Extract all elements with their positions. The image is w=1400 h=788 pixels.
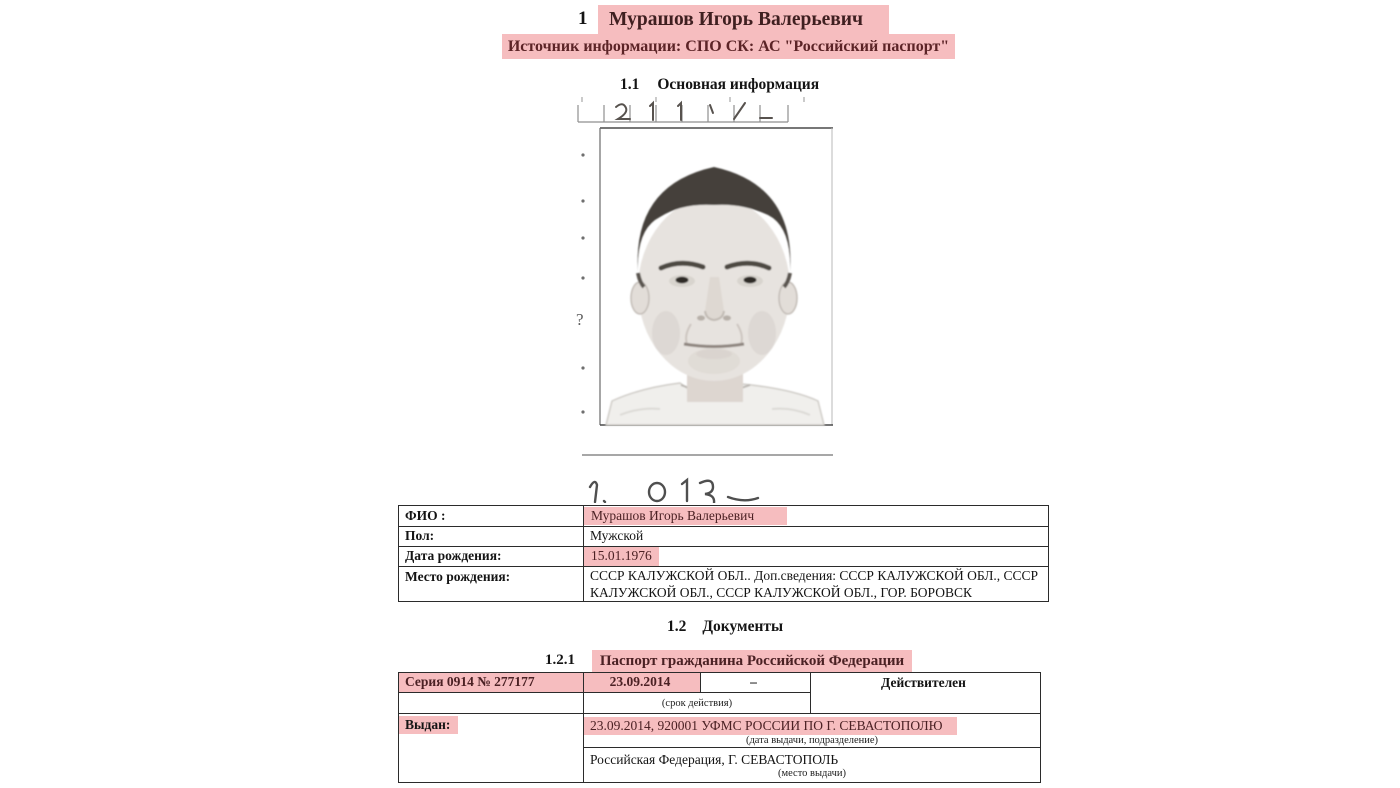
highlighted-value: 15.01.1976 [584, 547, 659, 565]
section-title: Основная информация [657, 76, 820, 93]
table-row [399, 506, 1049, 527]
table-row [399, 567, 1049, 602]
validity-dash: – [701, 673, 811, 693]
highlighted-value: Мурашов Игорь Валерьевич [584, 507, 787, 525]
issued-value-cell [584, 714, 1041, 748]
table-row [399, 673, 1041, 693]
passport-photo-scan [560, 97, 836, 503]
person-name-heading: Мурашов Игорь Валерьевич [598, 5, 889, 34]
issued-value: 23.09.2014, 920001 УФМС РОССИИ ПО Г. СЕВАСТОПОЛЮ [584, 717, 957, 735]
validity-caption-cell [584, 693, 811, 714]
issued-label: Выдан: [399, 716, 458, 734]
issue-place-caption: (место выдачи) [777, 768, 847, 780]
section-number: 1.2 [667, 618, 687, 635]
field-value: Мужской [584, 527, 1049, 547]
margin-question-mark: ? [576, 310, 584, 329]
field-label: Пол: [399, 527, 584, 547]
subsection-number: 1.2.1 [545, 652, 575, 668]
passport-table [398, 672, 1041, 783]
issue-place: Российская Федерация, Г. СЕВАСТОПОЛЬ [590, 752, 839, 767]
section-documents-heading [667, 618, 783, 636]
issued-caption: (дата выдачи, подразделение) [745, 735, 879, 747]
passport-series: Серия 0914 № 277177 [399, 673, 584, 693]
field-value: СССР КАЛУЖСКОЙ ОБЛ.. Доп.сведения: СССР КАЛУЖСКОЙ ОБЛ., СССР КАЛУЖСКОЙ ОБЛ., СССР КАЛУЖСКОЙ ОБЛ., ГОР. БОРОВСК [584, 567, 1049, 602]
field-value [584, 547, 1049, 567]
field-value [584, 506, 1049, 527]
margin-marks [576, 153, 585, 413]
field-label: Дата рождения: [399, 547, 584, 567]
table-row [399, 547, 1049, 567]
table-row [399, 714, 1041, 748]
subsection-passport-title: Паспорт гражданина Российской Федерации [592, 650, 912, 672]
field-label: Место рождения: [399, 567, 584, 602]
section-number: 1.1 [620, 76, 640, 93]
portrait [606, 167, 824, 425]
issued-label-cell [399, 714, 584, 783]
issue-place-cell [584, 748, 1041, 783]
issue-date: 23.09.2014 [584, 673, 701, 693]
section-title: Документы [702, 618, 784, 635]
handwriting [590, 480, 758, 503]
section-basic-info-heading [620, 76, 819, 94]
empty-cell [399, 693, 584, 714]
form-pen-marks [616, 103, 772, 120]
source-info-line: Источник информации: СПО СК: АС "Российский паспорт" [502, 34, 955, 59]
basic-info-table [398, 505, 1049, 602]
heading-number: 1 [578, 8, 588, 29]
field-label: ФИО : [399, 506, 584, 527]
passport-status: Действителен [811, 673, 1041, 714]
table-row [399, 527, 1049, 547]
validity-caption: (срок действия) [661, 697, 733, 709]
